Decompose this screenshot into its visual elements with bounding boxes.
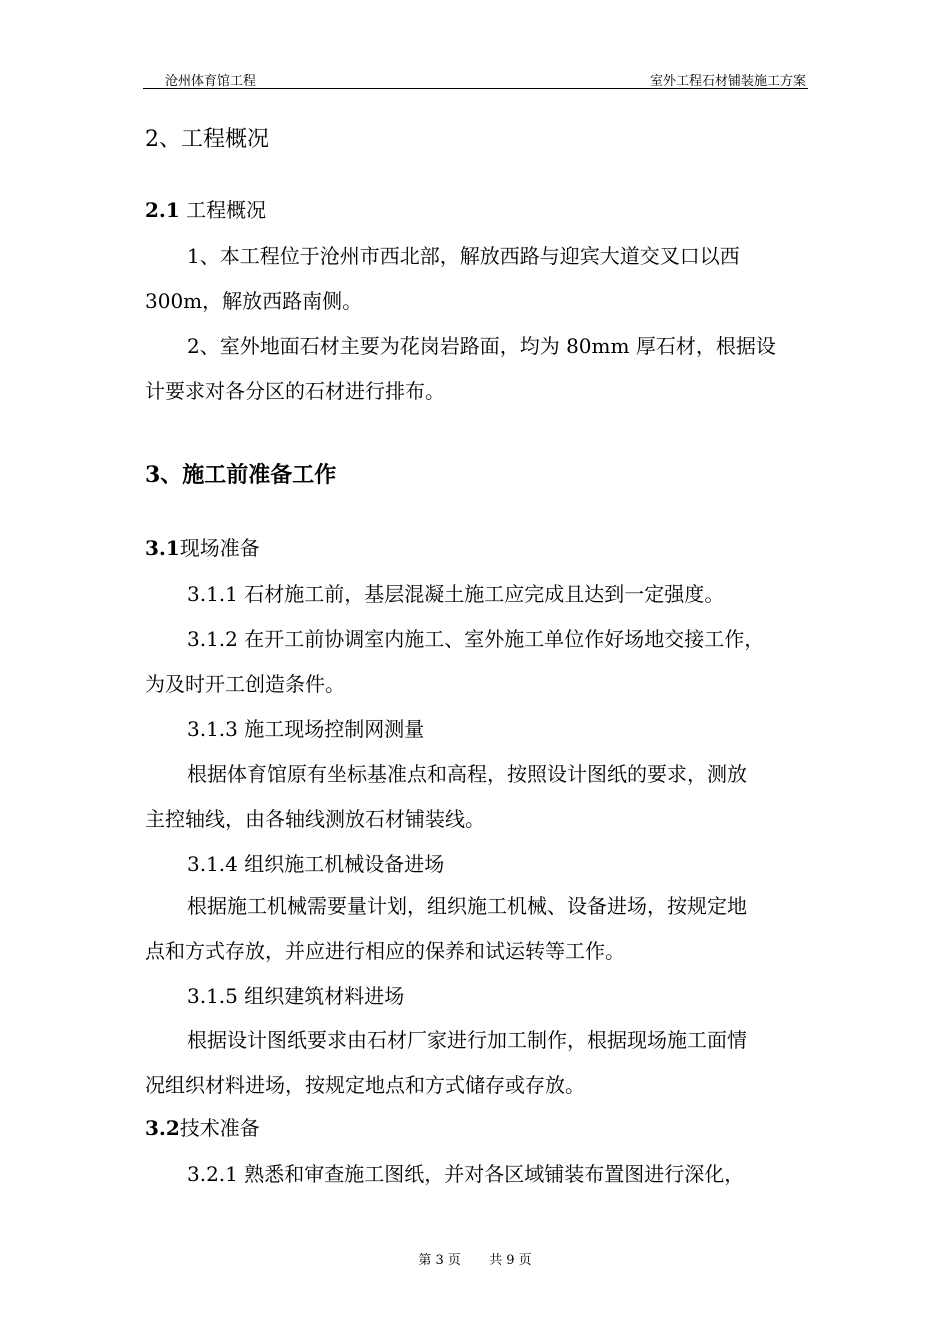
item-3-1-5-paragraph-line2: 况组织材料进场，按规定地点和方式储存或存放。 (145, 1073, 585, 1097)
header-project-name: 沧州体育馆工程 (165, 74, 257, 89)
section-3-1-title: 现场准备 (179, 536, 260, 560)
section-2-1-heading (145, 194, 266, 223)
section-2-1-number: 2.1 (145, 198, 180, 222)
item-3-1-3: 3.1.3 施工现场控制网测量 (187, 717, 425, 741)
item-3-1-4: 3.1.4 组织施工机械设备进场 (187, 852, 445, 876)
page-header (143, 68, 808, 89)
page-number: 第 3 页 (418, 1253, 461, 1268)
paragraph-2-1-1-line2: 300m，解放西路南侧。 (145, 289, 363, 313)
section-3-2-number: 3.2 (145, 1116, 180, 1140)
item-3-1-5-paragraph-line1: 根据设计图纸要求由石材厂家进行加工制作，根据现场施工面情 (187, 1028, 747, 1052)
item-3-1-2-line1: 3.1.2 在开工前协调室内施工、室外施工单位作好场地交接工作， (187, 627, 765, 651)
header-document-title: 室外工程石材铺装施工方案 (649, 74, 806, 89)
section-3-2-title: 技术准备 (179, 1116, 260, 1140)
paragraph-2-1-2-line2: 计要求对各分区的石材进行排布。 (145, 379, 445, 403)
page-footer (0, 1249, 950, 1268)
section-3-1-number: 3.1 (145, 536, 180, 560)
item-3-1-2-line2: 为及时开工创造条件。 (145, 672, 345, 696)
item-3-2-1: 3.2.1 熟悉和审查施工图纸，并对各区域铺装布置图进行深化， (187, 1162, 745, 1186)
paragraph-2-1-1-line1: 1、本工程位于沧州市西北部，解放西路与迎宾大道交叉口以西 (187, 244, 740, 268)
total-pages: 共 9 页 (489, 1253, 532, 1268)
item-3-1-4-paragraph-line1: 根据施工机械需要量计划，组织施工机械、设备进场，按规定地 (187, 894, 747, 918)
item-3-1-1: 3.1.1 石材施工前，基层混凝土施工应完成且达到一定强度。 (187, 582, 725, 606)
section-3-heading: 3、施工前准备工作 (145, 462, 337, 488)
item-3-1-3-paragraph-line1: 根据体育馆原有坐标基准点和高程，按照设计图纸的要求，测放 (187, 762, 747, 786)
item-3-1-4-paragraph-line2: 点和方式存放，并应进行相应的保养和试运转等工作。 (145, 939, 625, 963)
section-2-heading: 2、工程概况 (145, 127, 269, 152)
paragraph-2-1-2-line1: 2、室外地面石材主要为花岗岩路面，均为 80mm 厚石材，根据设 (187, 334, 776, 358)
item-3-1-3-paragraph-line2: 主控轴线，由各轴线测放石材铺装线。 (145, 807, 485, 831)
item-3-1-5: 3.1.5 组织建筑材料进场 (187, 984, 405, 1008)
section-2-1-title: 工程概况 (186, 198, 267, 222)
section-3-2-heading (145, 1112, 260, 1141)
section-3-1-heading (145, 532, 260, 561)
